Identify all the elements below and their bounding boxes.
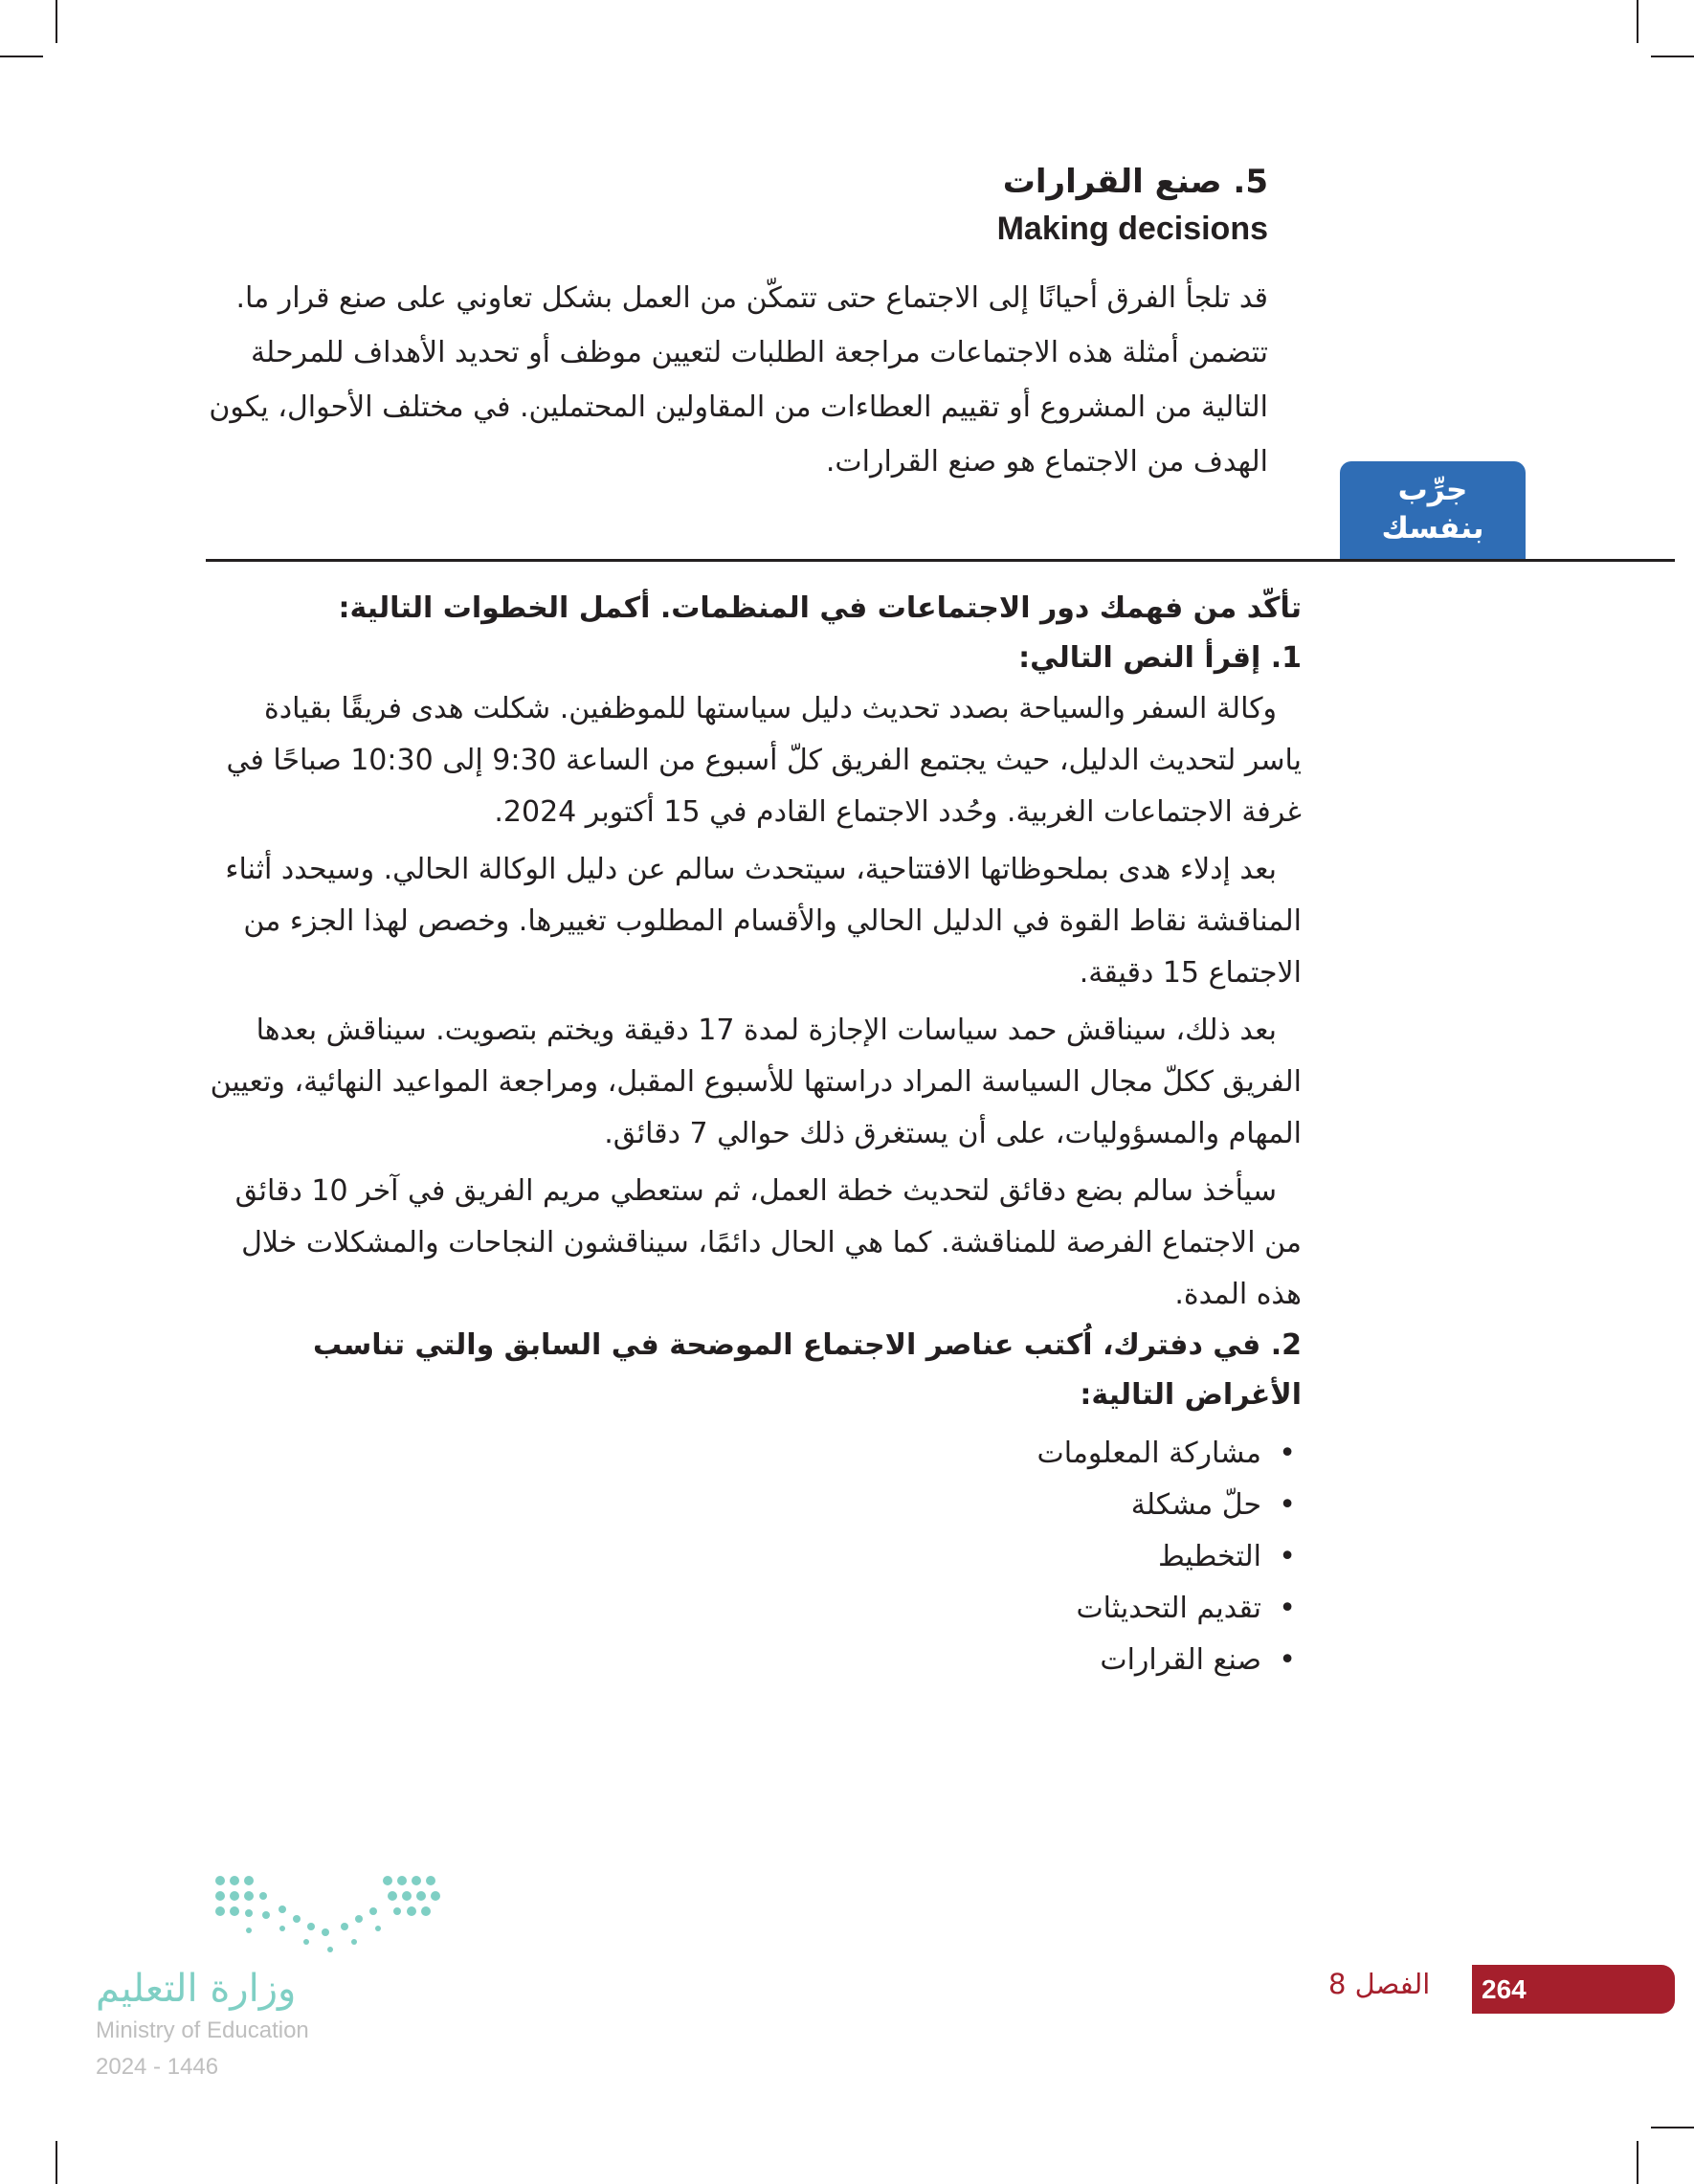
step-2-title: 2. في دفترك، اُكتب عناصر الاجتماع الموضحة في السابق والتي تناسب الأغراض التالية: (312, 1328, 1302, 1412)
step-1-title: 1. إقرأ النص التالي: (1018, 641, 1302, 675)
badge-line-1: جرِّب (1397, 473, 1468, 507)
activity-heading: تأكّد من فهمك دور الاجتماعات في المنظمات. أكمل الخطوات التالية: (338, 591, 1302, 625)
intro-paragraph: تتضمن أمثلة هذه الاجتماعات مراجعة الطلبات لتعيين موظف أو تحديد الأهداف للمرحلة التالية من المشروع أو تقييم العطاءات من المقاولين المحتملين. في مختلف الأحوال، يكون الهدف من الاجتماع هو صنع القرارات. (209, 336, 1268, 479)
list-item: • حلّ مشكلة (206, 1480, 1302, 1531)
ministry-year: 2024 - 1446 (96, 2054, 219, 2080)
badge-line-2: بنفسك (1381, 511, 1484, 546)
list-item: • صنع القرارات (206, 1635, 1302, 1686)
list-item: • تقديم التحديثات (206, 1583, 1302, 1635)
crop-mark (56, 2141, 57, 2184)
try-yourself-badge (1340, 461, 1526, 560)
crop-mark (1651, 56, 1694, 57)
intro-paragraph: قد تلجأ الفرق أحيانًا إلى الاجتماع حتى تتمكّن من العمل بشكل تعاوني على صنع قرار ما. (235, 281, 1268, 315)
chapter-label: الفصل 8 (1328, 1968, 1431, 2000)
crop-mark (0, 56, 43, 57)
activity-section (206, 584, 1302, 1686)
scenario-paragraph: بعد ذلك، سيناقش حمد سياسات الإجازة لمدة 17 دقيقة ويختم بتصويت. سيناقش بعدها الفريق ككلّ مجال السياسة المراد دراستها للأسبوع المقبل، ومراجعة المواعيد النهائية، وتعيين المهام والمسؤوليات، على أن يستغرق ذلك حوالي 7 دقائق. (210, 1014, 1302, 1150)
crop-mark (1651, 2127, 1694, 2128)
section-title: 5. صنع القرارات (1002, 163, 1268, 201)
intro-text (206, 271, 1268, 489)
scenario-paragraph: سيأخذ سالم بضع دقائق لتحديث خطة العمل، ثم ستعطي مريم الفريق في آخر 10 دقائق من الاجتماع الفرصة للمناقشة. كما هي الحال دائمًا، سيناقشون النجاحات والمشكلات خلال هذه المدة. (234, 1174, 1302, 1311)
ministry-name-english: Ministry of Education (96, 2017, 309, 2043)
section-subtitle: Making decisions (996, 211, 1268, 247)
crop-mark (56, 0, 57, 43)
purpose-list (206, 1428, 1302, 1686)
crop-mark (1637, 0, 1638, 43)
ministry-logo-icon (211, 1871, 450, 1957)
list-item: • التخطيط (206, 1531, 1302, 1583)
ministry-name-arabic: وزارة التعليم (96, 1967, 297, 2011)
scenario-paragraph: بعد إدلاء هدى بملحوظاتها الافتتاحية، سيتحدث سالم عن دليل الوكالة الحالي. وسيحدد أثناء المناقشة نقاط القوة في الدليل الحالي والأقسام المطلوب تغييرها. وخصص لهذا الجزء من الاجتماع 15 دقيقة. (225, 853, 1302, 990)
divider (206, 559, 1675, 562)
crop-mark (1637, 2141, 1638, 2184)
list-item: • مشاركة المعلومات (206, 1428, 1302, 1480)
page-number: 264 (1482, 1974, 1527, 2004)
scenario-paragraph: وكالة السفر والسياحة بصدد تحديث دليل سياستها للموظفين. شكلت هدى فريقًا بقيادة ياسر لتحديث الدليل، حيث يجتمع الفريق كلّ أسبوع من الساعة 9:30 إلى 10:30 صباحًا في غرفة الاجتماعات الغربية. وحُدد الاجتماع القادم في 15 أكتوبر 2024. (226, 692, 1302, 829)
